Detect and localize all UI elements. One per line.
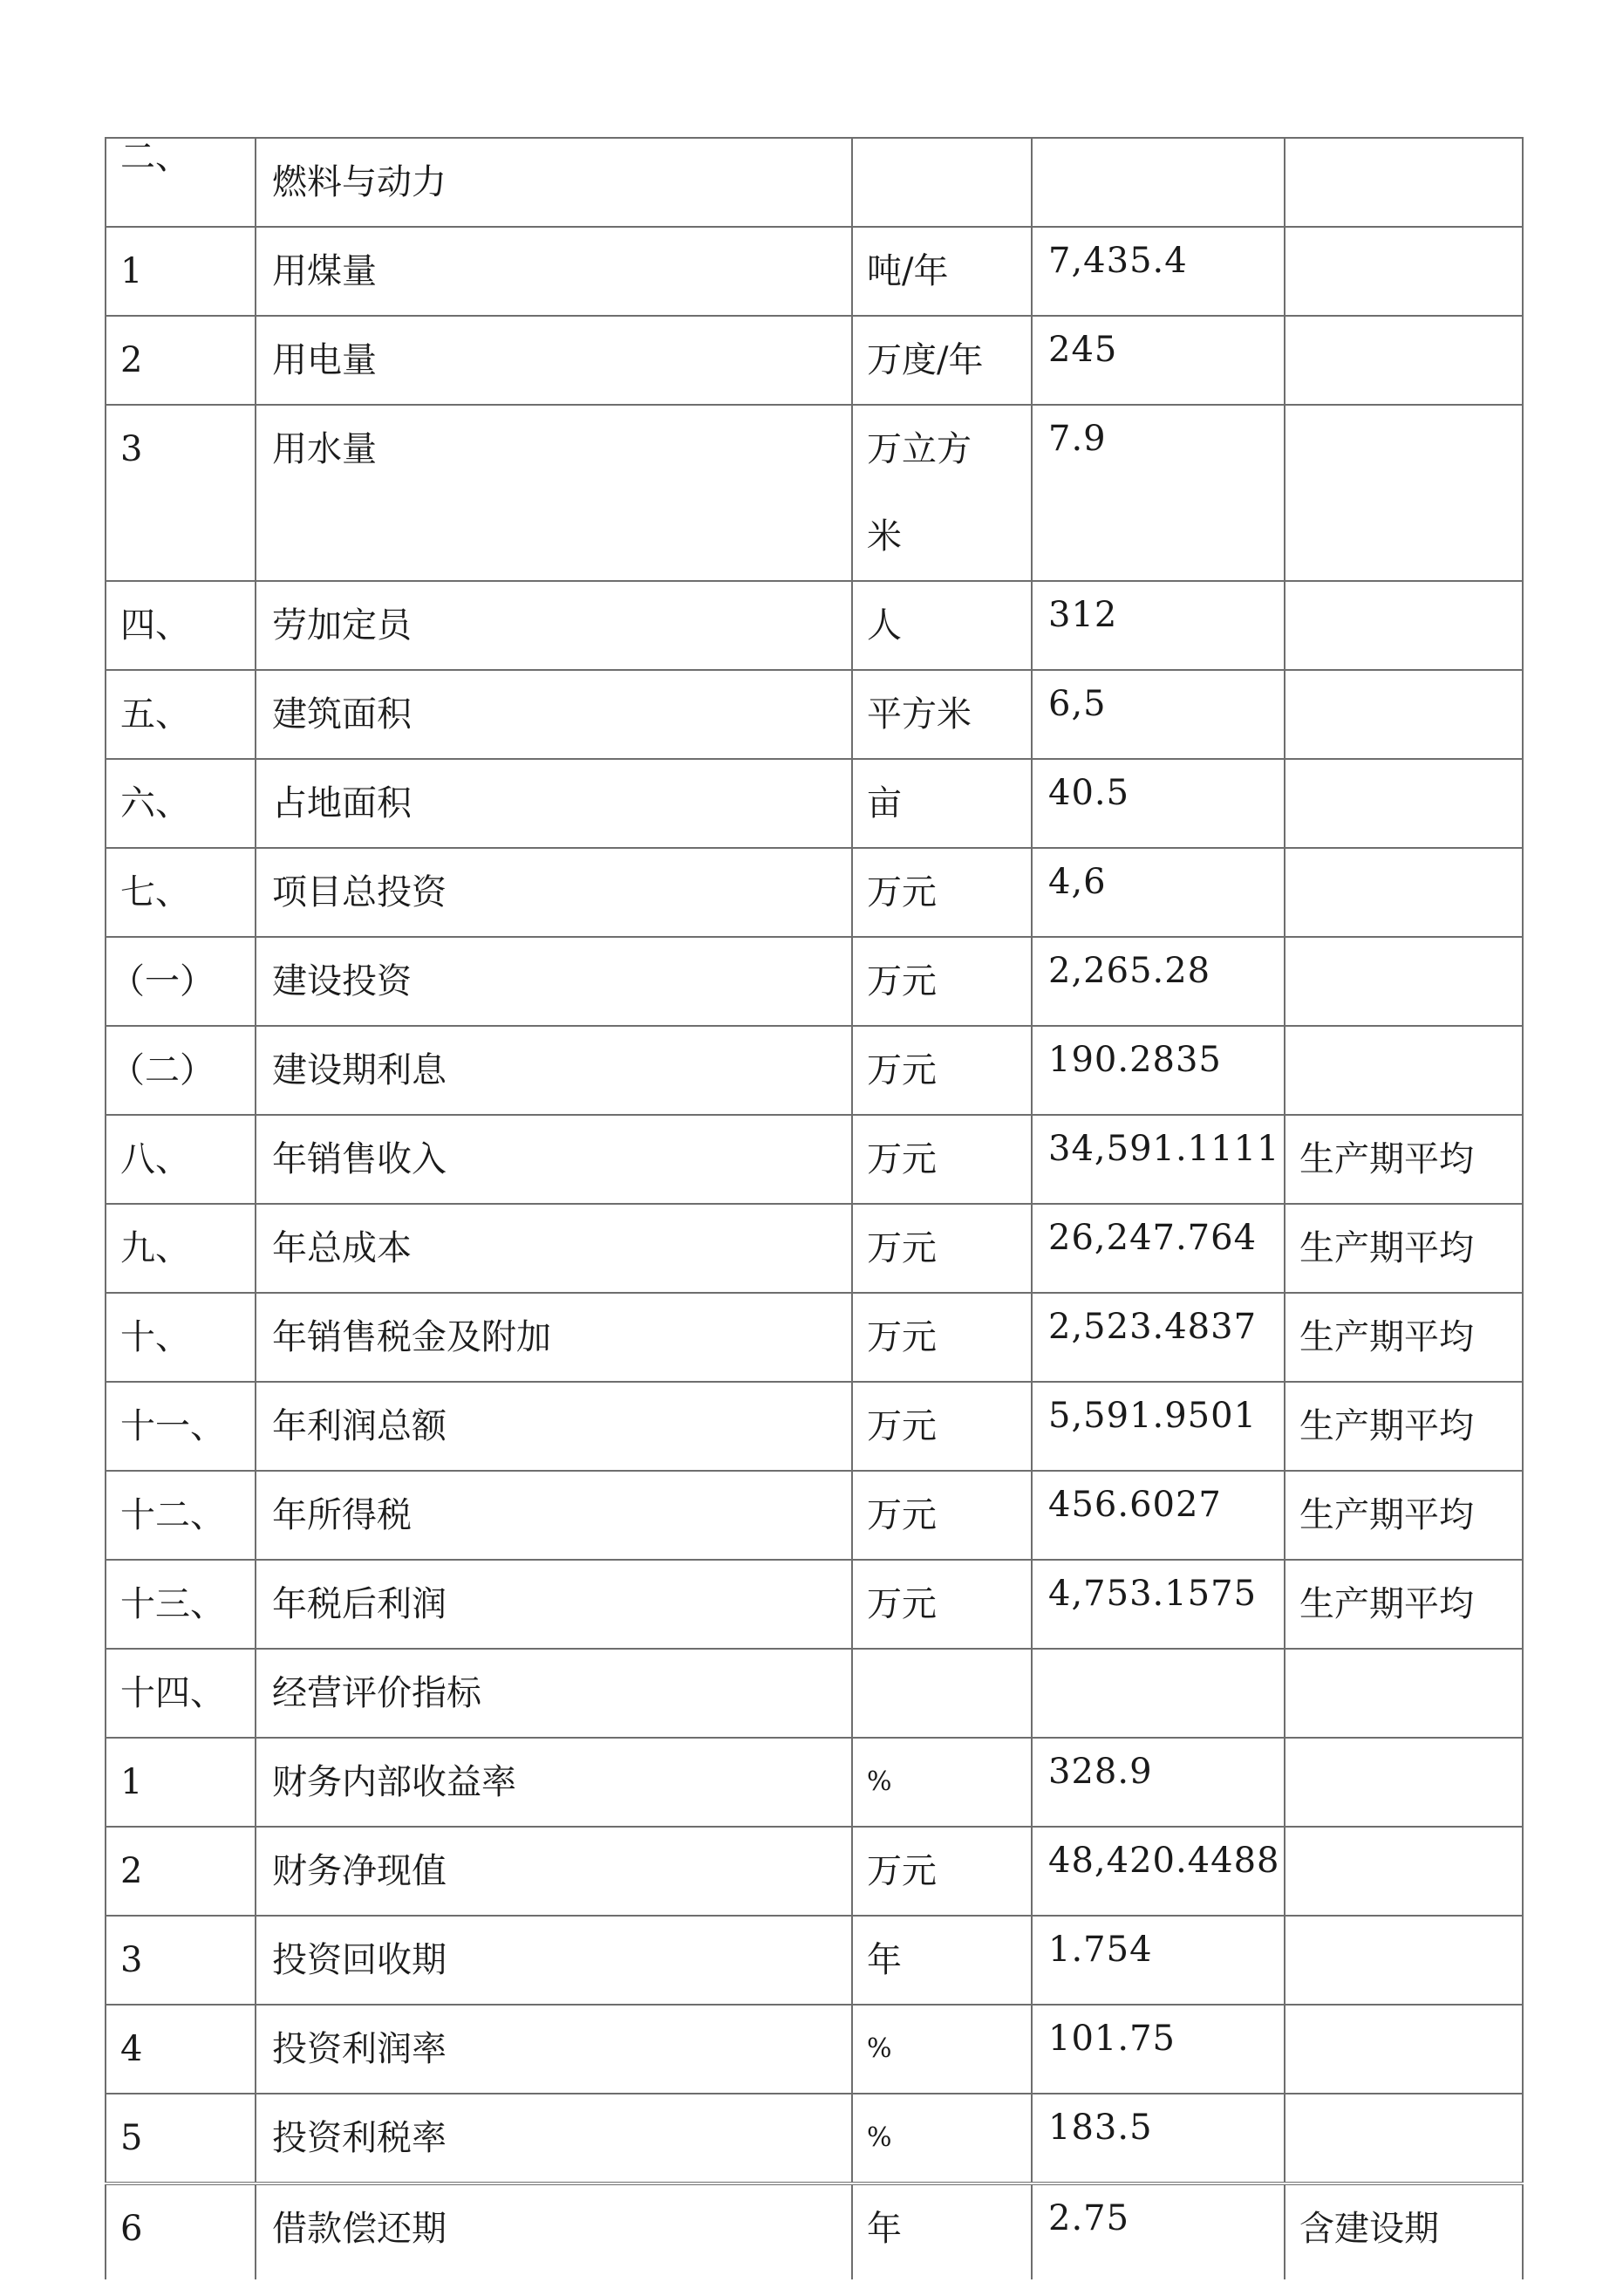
value-cell — [1032, 2094, 1285, 2183]
note-cell — [1285, 1471, 1523, 1560]
table-row — [106, 2094, 1523, 2183]
row-name: 年所得税 — [272, 1495, 412, 1535]
value-cell — [1032, 316, 1285, 405]
table-row — [106, 1293, 1523, 1382]
index-cell — [106, 1827, 256, 1916]
note-cell — [1285, 1827, 1523, 1916]
row-index: （一） — [110, 961, 215, 1001]
row-index: 十三、 — [120, 1584, 225, 1624]
row-name: 借款偿还期 — [272, 2209, 447, 2249]
row-index: 十、 — [120, 1317, 190, 1357]
row-name: 年销售收入 — [272, 1139, 447, 1179]
value-cell — [1032, 1026, 1285, 1115]
row-value: 4,753.1575 — [1048, 1574, 1258, 1614]
name-cell — [256, 2005, 852, 2094]
unit-cell — [852, 581, 1032, 670]
name-cell — [256, 1827, 852, 1916]
index-cell — [106, 2183, 256, 2279]
index-cell — [106, 1115, 256, 1204]
name-cell — [256, 1560, 852, 1649]
row-unit: 平方米 — [867, 694, 972, 735]
row-unit: % — [867, 1766, 892, 1797]
row-unit: 万元 — [867, 1495, 937, 1535]
unit-cell — [852, 937, 1032, 1026]
index-cell — [106, 316, 256, 405]
note-cell — [1285, 1026, 1523, 1115]
note-cell — [1285, 1204, 1523, 1293]
index-cell — [106, 2094, 256, 2183]
value-cell — [1032, 848, 1285, 937]
value-cell — [1032, 2005, 1285, 2094]
value-cell — [1032, 1827, 1285, 1916]
row-unit: 亩 — [867, 783, 902, 823]
row-index: 九、 — [120, 1228, 190, 1268]
value-cell — [1032, 1738, 1285, 1827]
row-note: 生产期平均 — [1299, 1495, 1474, 1535]
name-cell — [256, 1293, 852, 1382]
index-cell — [106, 759, 256, 848]
value-cell — [1032, 138, 1285, 227]
row-value: 6,5 — [1048, 684, 1107, 724]
row-unit: 吨/年 — [867, 251, 949, 291]
row-note: 含建设期 — [1299, 2209, 1439, 2249]
row-value: 190.2835 — [1048, 1040, 1222, 1080]
index-cell — [106, 937, 256, 1026]
unit-cell — [852, 1471, 1032, 1560]
row-index: 3 — [120, 429, 143, 469]
name-cell — [256, 1738, 852, 1827]
row-value — [1033, 1650, 1284, 1665]
row-unit: 万元 — [867, 1228, 937, 1268]
row-note: 生产期平均 — [1299, 1228, 1474, 1268]
note-cell — [1285, 405, 1523, 581]
note-cell — [1285, 581, 1523, 670]
unit-cell — [852, 2183, 1032, 2279]
row-index: 4 — [120, 2029, 143, 2069]
row-unit: 万元 — [867, 1851, 937, 1891]
row-value: 312 — [1048, 595, 1118, 635]
index-cell — [106, 138, 256, 227]
row-name: 占地面积 — [272, 783, 412, 823]
index-cell — [106, 1382, 256, 1471]
row-name: 建设投资 — [272, 961, 412, 1001]
note-cell — [1285, 316, 1523, 405]
row-index: （二） — [110, 1050, 215, 1090]
table-row — [106, 2183, 1523, 2279]
index-cell — [106, 1738, 256, 1827]
note-cell — [1285, 1560, 1523, 1649]
row-value: 48,420.4488 — [1048, 1841, 1280, 1881]
unit-cell — [852, 1649, 1032, 1738]
table-row — [106, 1738, 1523, 1827]
row-name: 投资利税率 — [272, 2118, 447, 2158]
row-unit: 万元 — [867, 872, 937, 912]
row-name: 用电量 — [272, 340, 377, 380]
row-value: 101.75 — [1048, 2019, 1176, 2059]
name-cell — [256, 848, 852, 937]
row-note: 生产期平均 — [1299, 1406, 1474, 1446]
name-cell — [256, 1115, 852, 1204]
row-value: 183.5 — [1048, 2108, 1153, 2148]
unit-cell — [852, 759, 1032, 848]
row-name: 项目总投资 — [272, 872, 447, 912]
row-value: 5,591.9501 — [1048, 1396, 1258, 1436]
index-cell — [106, 1293, 256, 1382]
index-cell — [106, 848, 256, 937]
value-cell — [1032, 759, 1285, 848]
table-row — [106, 848, 1523, 937]
table-row — [106, 227, 1523, 316]
row-name: 年销售税金及附加 — [272, 1317, 551, 1357]
name-cell — [256, 670, 852, 759]
unit-cell — [852, 1916, 1032, 2005]
index-cell — [106, 227, 256, 316]
note-cell — [1285, 2183, 1523, 2279]
row-value: 7,435.4 — [1048, 241, 1188, 281]
row-index: 1 — [120, 1762, 143, 1802]
note-cell — [1285, 138, 1523, 227]
value-cell — [1032, 581, 1285, 670]
name-cell — [256, 405, 852, 581]
unit-cell — [852, 405, 1032, 581]
row-value: 328.9 — [1048, 1752, 1153, 1792]
row-value: 34,591.1111 — [1048, 1129, 1280, 1169]
unit-cell — [852, 1293, 1032, 1382]
table-row — [106, 1560, 1523, 1649]
table-row — [106, 2005, 1523, 2094]
row-name: 建筑面积 — [272, 694, 412, 735]
row-name: 投资回收期 — [272, 1940, 447, 1980]
name-cell — [256, 1382, 852, 1471]
row-value: 26,247.764 — [1048, 1218, 1258, 1258]
unit-cell — [852, 670, 1032, 759]
table-row — [106, 670, 1523, 759]
table-row — [106, 759, 1523, 848]
index-cell — [106, 670, 256, 759]
row-unit: 万度/年 — [867, 340, 984, 380]
note-cell — [1285, 1738, 1523, 1827]
unit-cell — [852, 1115, 1032, 1204]
table-row — [106, 138, 1523, 227]
row-unit: % — [867, 2033, 892, 2064]
note-cell — [1285, 848, 1523, 937]
row-name: 投资利润率 — [272, 2029, 447, 2069]
row-index: 六、 — [120, 783, 190, 823]
note-cell — [1285, 2005, 1523, 2094]
name-cell — [256, 1204, 852, 1293]
row-value: 456.6027 — [1048, 1485, 1222, 1525]
value-cell — [1032, 1382, 1285, 1471]
value-cell — [1032, 670, 1285, 759]
value-cell — [1032, 405, 1285, 581]
index-cell — [106, 1026, 256, 1115]
row-index: 十一、 — [120, 1406, 225, 1446]
value-cell — [1032, 1471, 1285, 1560]
unit-cell — [852, 1827, 1032, 1916]
note-cell — [1285, 1293, 1523, 1382]
row-note: 生产期平均 — [1299, 1139, 1474, 1179]
table-row — [106, 405, 1523, 581]
row-value: 2,265.28 — [1048, 951, 1211, 991]
unit-cell — [852, 1738, 1032, 1827]
name-cell — [256, 138, 852, 227]
row-index: 四、 — [120, 605, 190, 646]
index-cell — [106, 1649, 256, 1738]
row-name: 财务内部收益率 — [272, 1762, 516, 1802]
name-cell — [256, 937, 852, 1026]
unit-cell — [852, 848, 1032, 937]
value-cell — [1032, 937, 1285, 1026]
name-cell — [256, 581, 852, 670]
name-cell — [256, 2094, 852, 2183]
indicator-table — [105, 137, 1524, 2279]
table-row — [106, 1827, 1523, 1916]
row-index: 二、 — [120, 138, 190, 177]
unit-cell — [852, 138, 1032, 227]
table-row — [106, 1382, 1523, 1471]
value-cell — [1032, 2183, 1285, 2279]
index-cell — [106, 1204, 256, 1293]
row-value — [1033, 139, 1284, 154]
unit-cell — [852, 2005, 1032, 2094]
row-unit: 万立方米 — [867, 429, 972, 557]
row-index: 6 — [120, 2209, 143, 2249]
table-row — [106, 1115, 1523, 1204]
row-index: 五、 — [120, 694, 190, 735]
row-name: 用水量 — [272, 429, 377, 469]
row-index: 2 — [120, 340, 143, 380]
row-unit: 年 — [867, 2209, 902, 2249]
name-cell — [256, 2183, 852, 2279]
unit-cell — [852, 1560, 1032, 1649]
value-cell — [1032, 1560, 1285, 1649]
value-cell — [1032, 1916, 1285, 2005]
index-cell — [106, 581, 256, 670]
row-name: 年税后利润 — [272, 1584, 447, 1624]
row-index: 2 — [120, 1851, 143, 1891]
note-cell — [1285, 2094, 1523, 2183]
note-cell — [1285, 759, 1523, 848]
row-name: 燃料与动力 — [272, 162, 447, 202]
row-unit: 万元 — [867, 1406, 937, 1446]
row-index: 八、 — [120, 1139, 190, 1179]
row-note: 生产期平均 — [1299, 1317, 1474, 1357]
index-cell — [106, 1471, 256, 1560]
note-cell — [1285, 937, 1523, 1026]
table-row — [106, 316, 1523, 405]
row-value: 245 — [1048, 330, 1118, 370]
row-name: 劳加定员 — [272, 605, 412, 646]
row-note: 生产期平均 — [1299, 1584, 1474, 1624]
table-row — [106, 1916, 1523, 2005]
unit-cell — [852, 227, 1032, 316]
value-cell — [1032, 1293, 1285, 1382]
row-index: 十四、 — [120, 1673, 225, 1713]
name-cell — [256, 759, 852, 848]
index-cell — [106, 405, 256, 581]
row-unit: 万元 — [867, 1584, 937, 1624]
unit-cell — [852, 2094, 1032, 2183]
row-value: 4,6 — [1048, 862, 1107, 902]
row-unit: 万元 — [867, 961, 937, 1001]
index-cell — [106, 2005, 256, 2094]
row-name: 经营评价指标 — [272, 1673, 481, 1713]
value-cell — [1032, 227, 1285, 316]
table-row — [106, 581, 1523, 670]
row-value: 2,523.4837 — [1048, 1307, 1258, 1347]
value-cell — [1032, 1649, 1285, 1738]
row-name: 财务净现值 — [272, 1851, 447, 1891]
table-row — [106, 1204, 1523, 1293]
name-cell — [256, 1026, 852, 1115]
row-unit: 人 — [867, 605, 902, 646]
row-value: 2.75 — [1048, 2198, 1130, 2238]
table-row — [106, 937, 1523, 1026]
row-value: 40.5 — [1048, 773, 1130, 813]
name-cell — [256, 1649, 852, 1738]
value-cell — [1032, 1204, 1285, 1293]
row-value: 7.9 — [1048, 419, 1107, 459]
value-cell — [1032, 1115, 1285, 1204]
row-unit: 万元 — [867, 1139, 937, 1179]
name-cell — [256, 316, 852, 405]
note-cell — [1285, 1649, 1523, 1738]
unit-cell — [852, 316, 1032, 405]
row-name: 建设期利息 — [272, 1050, 447, 1090]
row-name: 年利润总额 — [272, 1406, 447, 1446]
note-cell — [1285, 1115, 1523, 1204]
row-unit: 万元 — [867, 1317, 937, 1357]
unit-cell — [852, 1204, 1032, 1293]
table-row — [106, 1649, 1523, 1738]
unit-cell — [852, 1026, 1032, 1115]
name-cell — [256, 227, 852, 316]
row-index: 3 — [120, 1940, 143, 1980]
row-unit: 年 — [867, 1940, 902, 1980]
unit-cell — [852, 1382, 1032, 1471]
note-cell — [1285, 1382, 1523, 1471]
row-value: 1.754 — [1048, 1930, 1153, 1970]
row-index: 十二、 — [120, 1495, 225, 1535]
table-row — [106, 1026, 1523, 1115]
name-cell — [256, 1471, 852, 1560]
index-cell — [106, 1916, 256, 2005]
row-unit: % — [867, 2122, 892, 2153]
note-cell — [1285, 1916, 1523, 2005]
row-name: 用煤量 — [272, 251, 377, 291]
row-index: 1 — [120, 251, 143, 291]
note-cell — [1285, 670, 1523, 759]
row-index: 5 — [120, 2118, 143, 2158]
table-row — [106, 1471, 1523, 1560]
row-unit: 万元 — [867, 1050, 937, 1090]
name-cell — [256, 1916, 852, 2005]
row-name: 年总成本 — [272, 1228, 412, 1268]
index-cell — [106, 1560, 256, 1649]
row-index: 七、 — [120, 872, 190, 912]
note-cell — [1285, 227, 1523, 316]
